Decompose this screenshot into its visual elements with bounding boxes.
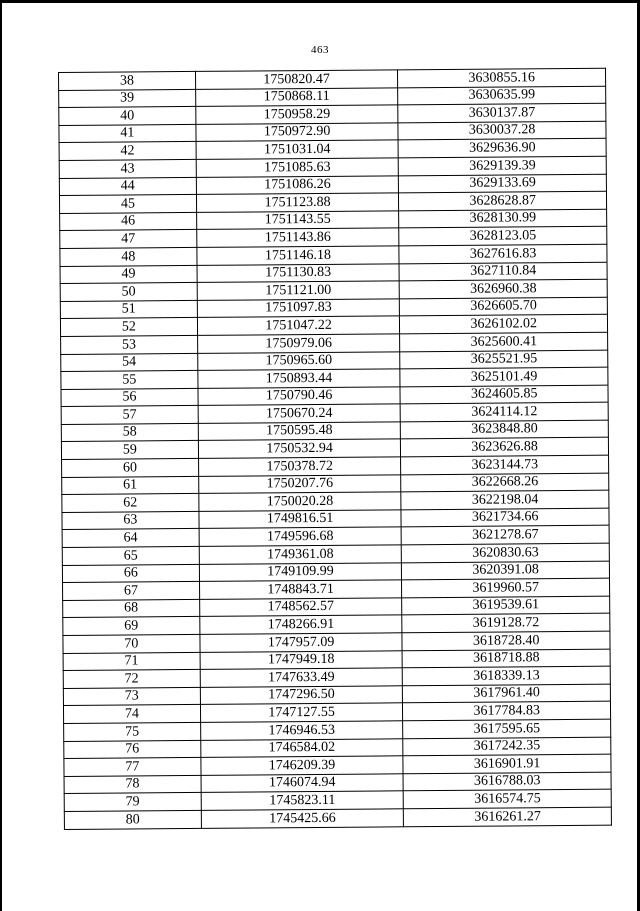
y-coordinate-cell: 3618728.40: [402, 631, 610, 650]
y-coordinate-cell: 3617784.83: [403, 702, 611, 721]
y-coordinate-cell: 3621278.67: [401, 526, 609, 545]
point-number-cell: 40: [59, 107, 196, 126]
point-number-cell: 72: [63, 670, 200, 689]
x-coordinate-cell: 1750378.72: [198, 457, 401, 476]
x-coordinate-cell: 1745823.11: [201, 791, 404, 810]
x-coordinate-cell: 1749816.51: [199, 510, 402, 529]
point-number-cell: 78: [64, 775, 201, 794]
y-coordinate-cell: 3626960.38: [400, 279, 608, 298]
point-number-cell: 69: [63, 617, 200, 636]
y-coordinate-cell: 3617595.65: [403, 719, 611, 738]
y-coordinate-cell: 3624605.85: [400, 385, 608, 404]
point-number-cell: 61: [62, 476, 199, 495]
x-coordinate-cell: 1751143.86: [197, 228, 400, 247]
point-number-cell: 74: [63, 705, 200, 724]
x-coordinate-cell: 1750965.60: [197, 351, 400, 370]
x-coordinate-cell: 1749596.68: [199, 527, 402, 546]
y-coordinate-cell: 3625600.41: [400, 332, 608, 351]
x-coordinate-cell: 1750958.29: [196, 105, 399, 124]
x-coordinate-cell: 1750790.46: [198, 387, 401, 406]
point-number-cell: 75: [64, 722, 201, 741]
point-number-cell: 62: [62, 494, 199, 513]
x-coordinate-cell: 1750020.28: [199, 492, 402, 511]
y-coordinate-cell: 3618718.88: [402, 649, 610, 668]
x-coordinate-cell: 1749361.08: [199, 545, 402, 564]
x-coordinate-cell: 1751123.88: [196, 193, 399, 212]
x-coordinate-cell: 1748562.57: [199, 598, 402, 617]
x-coordinate-cell: 1751031.04: [196, 140, 399, 159]
point-number-cell: 56: [61, 388, 198, 407]
coordinates-table-body: [59, 68, 612, 829]
x-coordinate-cell: 1747949.18: [200, 650, 403, 669]
point-number-cell: 71: [63, 652, 200, 671]
y-coordinate-cell: 3616788.03: [403, 772, 611, 791]
point-number-cell: 52: [60, 318, 197, 337]
y-coordinate-cell: 3630635.99: [398, 86, 606, 105]
y-coordinate-cell: 3617242.35: [403, 737, 611, 756]
y-coordinate-cell: 3625521.95: [400, 350, 608, 369]
point-number-cell: 70: [63, 634, 200, 653]
point-number-cell: 76: [64, 740, 201, 759]
x-coordinate-cell: 1750972.90: [196, 123, 399, 142]
x-coordinate-cell: 1749109.99: [199, 562, 402, 581]
point-number-cell: 63: [62, 511, 199, 530]
y-coordinate-cell: 3616574.75: [404, 790, 612, 809]
y-coordinate-cell: 3627110.84: [399, 262, 607, 281]
y-coordinate-cell: 3630137.87: [398, 103, 606, 122]
y-coordinate-cell: 3629133.69: [399, 174, 607, 193]
point-number-cell: 39: [59, 89, 196, 108]
y-coordinate-cell: 3629636.90: [398, 139, 606, 158]
y-coordinate-cell: 3622198.04: [401, 490, 609, 509]
y-coordinate-cell: 3626605.70: [400, 297, 608, 316]
point-number-cell: 66: [62, 564, 199, 583]
y-coordinate-cell: 3625101.49: [400, 367, 608, 386]
point-number-cell: 59: [61, 441, 198, 460]
coordinates-table: [58, 68, 612, 830]
point-number-cell: 38: [59, 71, 196, 90]
x-coordinate-cell: 1750893.44: [198, 369, 401, 388]
y-coordinate-cell: 3616901.91: [403, 754, 611, 773]
x-coordinate-cell: 1746946.53: [200, 721, 403, 740]
page-number: 463: [311, 44, 329, 56]
x-coordinate-cell: 1746074.94: [201, 774, 404, 793]
x-coordinate-cell: 1751097.83: [197, 299, 400, 318]
y-coordinate-cell: 3620391.08: [402, 561, 610, 580]
y-coordinate-cell: 3623848.80: [401, 420, 609, 439]
y-coordinate-cell: 3619128.72: [402, 614, 610, 633]
point-number-cell: 67: [63, 582, 200, 601]
table-row: [64, 807, 611, 829]
point-number-cell: 41: [59, 124, 196, 143]
y-coordinate-cell: 3623144.73: [401, 455, 609, 474]
x-coordinate-cell: 1750595.48: [198, 422, 401, 441]
point-number-cell: 49: [60, 265, 197, 284]
y-coordinate-cell: 3623626.88: [401, 438, 609, 457]
x-coordinate-cell: 1751130.83: [197, 263, 400, 282]
point-number-cell: 45: [59, 195, 196, 214]
x-coordinate-cell: 1750820.47: [195, 70, 398, 89]
point-number-cell: 43: [59, 159, 196, 178]
y-coordinate-cell: 3630037.28: [398, 121, 606, 140]
x-coordinate-cell: 1751085.63: [196, 158, 399, 177]
y-coordinate-cell: 3628123.05: [399, 227, 607, 246]
point-number-cell: 54: [61, 353, 198, 372]
x-coordinate-cell: 1747296.50: [200, 686, 403, 705]
page-border-top: [0, 0, 640, 3]
y-coordinate-cell: 3621734.66: [401, 508, 609, 527]
x-coordinate-cell: 1746584.02: [201, 738, 404, 757]
y-coordinate-cell: 3628130.99: [399, 209, 607, 228]
point-number-cell: 46: [60, 212, 197, 231]
point-number-cell: 60: [62, 458, 199, 477]
point-number-cell: 58: [61, 423, 198, 442]
y-coordinate-cell: 3626102.02: [400, 315, 608, 334]
x-coordinate-cell: 1750532.94: [198, 439, 401, 458]
point-number-cell: 80: [64, 810, 201, 829]
x-coordinate-cell: 1745425.66: [201, 809, 404, 828]
y-coordinate-cell: 3619960.57: [402, 578, 610, 597]
y-coordinate-cell: 3628628.87: [399, 191, 607, 210]
x-coordinate-cell: 1748266.91: [200, 615, 403, 634]
y-coordinate-cell: 3619539.61: [402, 596, 610, 615]
point-number-cell: 42: [59, 142, 196, 161]
y-coordinate-cell: 3622668.26: [401, 473, 609, 492]
y-coordinate-cell: 3627616.83: [399, 244, 607, 263]
point-number-cell: 77: [64, 758, 201, 777]
x-coordinate-cell: 1748843.71: [199, 580, 402, 599]
x-coordinate-cell: 1750207.76: [198, 474, 401, 493]
x-coordinate-cell: 1751143.55: [196, 211, 399, 230]
point-number-cell: 79: [64, 793, 201, 812]
point-number-cell: 57: [61, 406, 198, 425]
point-number-cell: 47: [60, 230, 197, 249]
y-coordinate-cell: 3630855.16: [398, 68, 606, 87]
point-number-cell: 48: [60, 247, 197, 266]
point-number-cell: 65: [62, 546, 199, 565]
point-number-cell: 53: [61, 335, 198, 354]
point-number-cell: 73: [63, 687, 200, 706]
y-coordinate-cell: 3624114.12: [401, 402, 609, 421]
x-coordinate-cell: 1750979.06: [197, 334, 400, 353]
x-coordinate-cell: 1751086.26: [196, 175, 399, 194]
y-coordinate-cell: 3617961.40: [403, 684, 611, 703]
point-number-cell: 51: [60, 300, 197, 319]
y-coordinate-cell: 3618339.13: [403, 666, 611, 685]
x-coordinate-cell: 1747957.09: [200, 633, 403, 652]
x-coordinate-cell: 1751121.00: [197, 281, 400, 300]
y-coordinate-cell: 3620830.63: [402, 543, 610, 562]
x-coordinate-cell: 1750670.24: [198, 404, 401, 423]
y-coordinate-cell: 3629139.39: [399, 156, 607, 175]
x-coordinate-cell: 1751146.18: [197, 246, 400, 265]
page-border-left: [0, 0, 2, 911]
point-number-cell: 44: [59, 177, 196, 196]
y-coordinate-cell: 3616261.27: [404, 807, 612, 826]
x-coordinate-cell: 1751047.22: [197, 316, 400, 335]
point-number-cell: 68: [63, 599, 200, 618]
x-coordinate-cell: 1746209.39: [201, 756, 404, 775]
x-coordinate-cell: 1747127.55: [200, 703, 403, 722]
point-number-cell: 50: [60, 283, 197, 302]
point-number-cell: 64: [62, 529, 199, 548]
x-coordinate-cell: 1750868.11: [195, 87, 398, 106]
x-coordinate-cell: 1747633.49: [200, 668, 403, 687]
point-number-cell: 55: [61, 371, 198, 390]
